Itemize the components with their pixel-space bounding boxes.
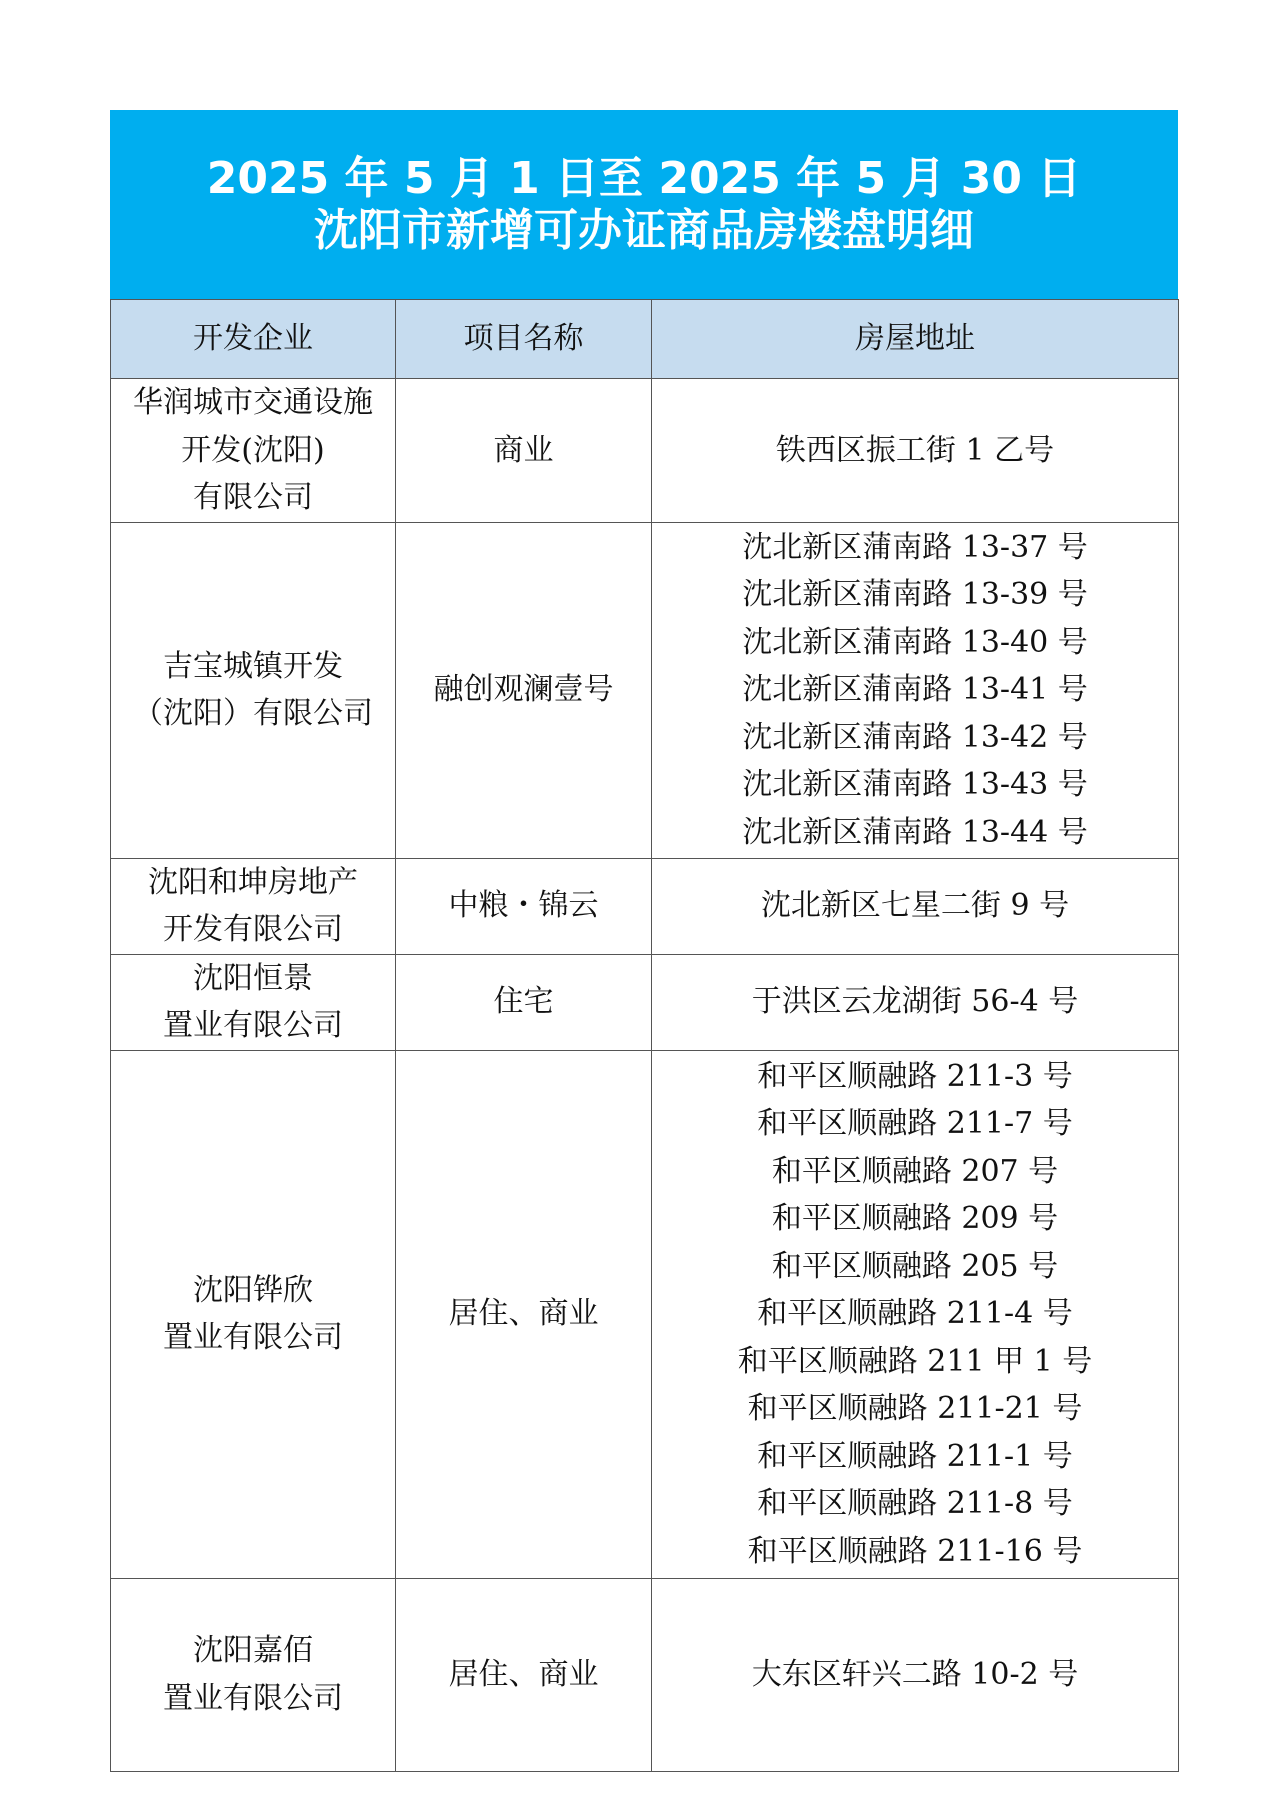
developer-line: 吉宝城镇开发 <box>163 648 343 684</box>
address-line: 和平区顺融路 211-3 号 <box>757 1058 1073 1094</box>
table-row <box>111 522 1179 858</box>
developer-line: 沈阳铧欣 <box>193 1272 313 1308</box>
address-line: 沈北新区蒲南路 13-40 号 <box>742 624 1088 660</box>
address-line: 和平区顺融路 211 甲 1 号 <box>737 1343 1093 1379</box>
table-row <box>111 1050 1179 1578</box>
project-line: 住宅 <box>493 984 554 1020</box>
address-cell <box>652 522 1179 858</box>
project-line: 居住、商业 <box>448 1656 599 1692</box>
developer-cell <box>111 379 396 523</box>
address-line: 和平区顺融路 207 号 <box>771 1153 1059 1189</box>
address-line: 和平区顺融路 211-7 号 <box>757 1106 1073 1142</box>
project-cell <box>396 858 652 954</box>
developer-cell <box>111 522 396 858</box>
project-cell <box>396 522 652 858</box>
project-line: 居住、商业 <box>448 1296 599 1332</box>
developer-line: 开发有限公司 <box>163 912 343 947</box>
table-body <box>111 379 1179 1772</box>
developer-cell <box>111 1578 396 1771</box>
document-sheet <box>110 110 1178 1772</box>
developer-line: 置业有限公司 <box>163 1320 343 1355</box>
address-cell <box>652 1050 1179 1578</box>
table-row <box>111 379 1179 523</box>
column-header-address: 房屋地址 <box>652 300 1179 379</box>
column-header-project: 项目名称 <box>396 300 652 379</box>
project-line: 商业 <box>493 432 554 468</box>
address-line: 沈北新区蒲南路 13-43 号 <box>742 767 1088 803</box>
developer-cell <box>111 858 396 954</box>
developer-line: 华润城市交通设施 <box>133 385 373 420</box>
developer-line: 沈阳嘉佰 <box>193 1633 313 1668</box>
developer-line: 置业有限公司 <box>163 1008 343 1043</box>
address-line: 沈北新区蒲南路 13-42 号 <box>742 719 1088 755</box>
project-line: 融创观澜壹号 <box>433 672 614 708</box>
title-line-1: 2025 年 5 月 1 日至 2025 年 5 月 30 日 <box>206 152 1082 204</box>
title-line-2: 沈阳市新增可办证商品房楼盘明细 <box>314 204 974 256</box>
address-cell <box>652 858 1179 954</box>
project-cell <box>396 1578 652 1771</box>
address-line: 和平区顺融路 211-8 号 <box>757 1486 1073 1522</box>
address-line: 和平区顺融路 209 号 <box>771 1201 1059 1237</box>
header-row <box>111 300 1179 379</box>
project-cell <box>396 1050 652 1578</box>
address-cell <box>652 954 1179 1050</box>
developer-line: 开发(沈阳) <box>181 432 325 468</box>
project-cell <box>396 954 652 1050</box>
address-line: 和平区顺融路 211-16 号 <box>747 1533 1083 1569</box>
table-row <box>111 1578 1179 1771</box>
address-line: 沈北新区蒲南路 13-39 号 <box>742 577 1088 613</box>
developer-line: 沈阳恒景 <box>193 960 313 996</box>
address-line: 沈北新区蒲南路 13-41 号 <box>742 672 1088 708</box>
address-line: 大东区轩兴二路 10-2 号 <box>751 1656 1079 1692</box>
address-line: 和平区顺融路 205 号 <box>771 1248 1059 1284</box>
table-row <box>111 954 1179 1050</box>
address-line: 沈北新区蒲南路 13-37 号 <box>742 529 1088 565</box>
address-line: 和平区顺融路 211-21 号 <box>747 1391 1083 1427</box>
address-cell <box>652 379 1179 523</box>
developer-line: 有限公司 <box>193 480 313 515</box>
address-line: 和平区顺融路 211-4 号 <box>757 1296 1073 1332</box>
address-cell <box>652 1578 1179 1771</box>
address-line: 铁西区振工街 1 乙号 <box>775 432 1055 468</box>
address-line: 沈北新区七星二街 9 号 <box>760 888 1070 924</box>
developer-line: 沈阳和坤房地产 <box>148 864 358 900</box>
address-line: 沈北新区蒲南路 13-44 号 <box>742 814 1088 850</box>
developer-cell <box>111 1050 396 1578</box>
address-line: 于洪区云龙湖街 56-4 号 <box>751 984 1079 1020</box>
developer-line: 置业有限公司 <box>163 1680 343 1716</box>
developer-cell <box>111 954 396 1050</box>
address-line: 和平区顺融路 211-1 号 <box>757 1438 1073 1474</box>
column-header-developer: 开发企业 <box>111 300 396 379</box>
property-table <box>110 299 1179 1772</box>
title-banner <box>110 110 1178 299</box>
table-row <box>111 858 1179 954</box>
developer-line: （沈阳）有限公司 <box>133 696 373 731</box>
project-line: 中粮・锦云 <box>448 888 599 924</box>
project-cell <box>396 379 652 523</box>
